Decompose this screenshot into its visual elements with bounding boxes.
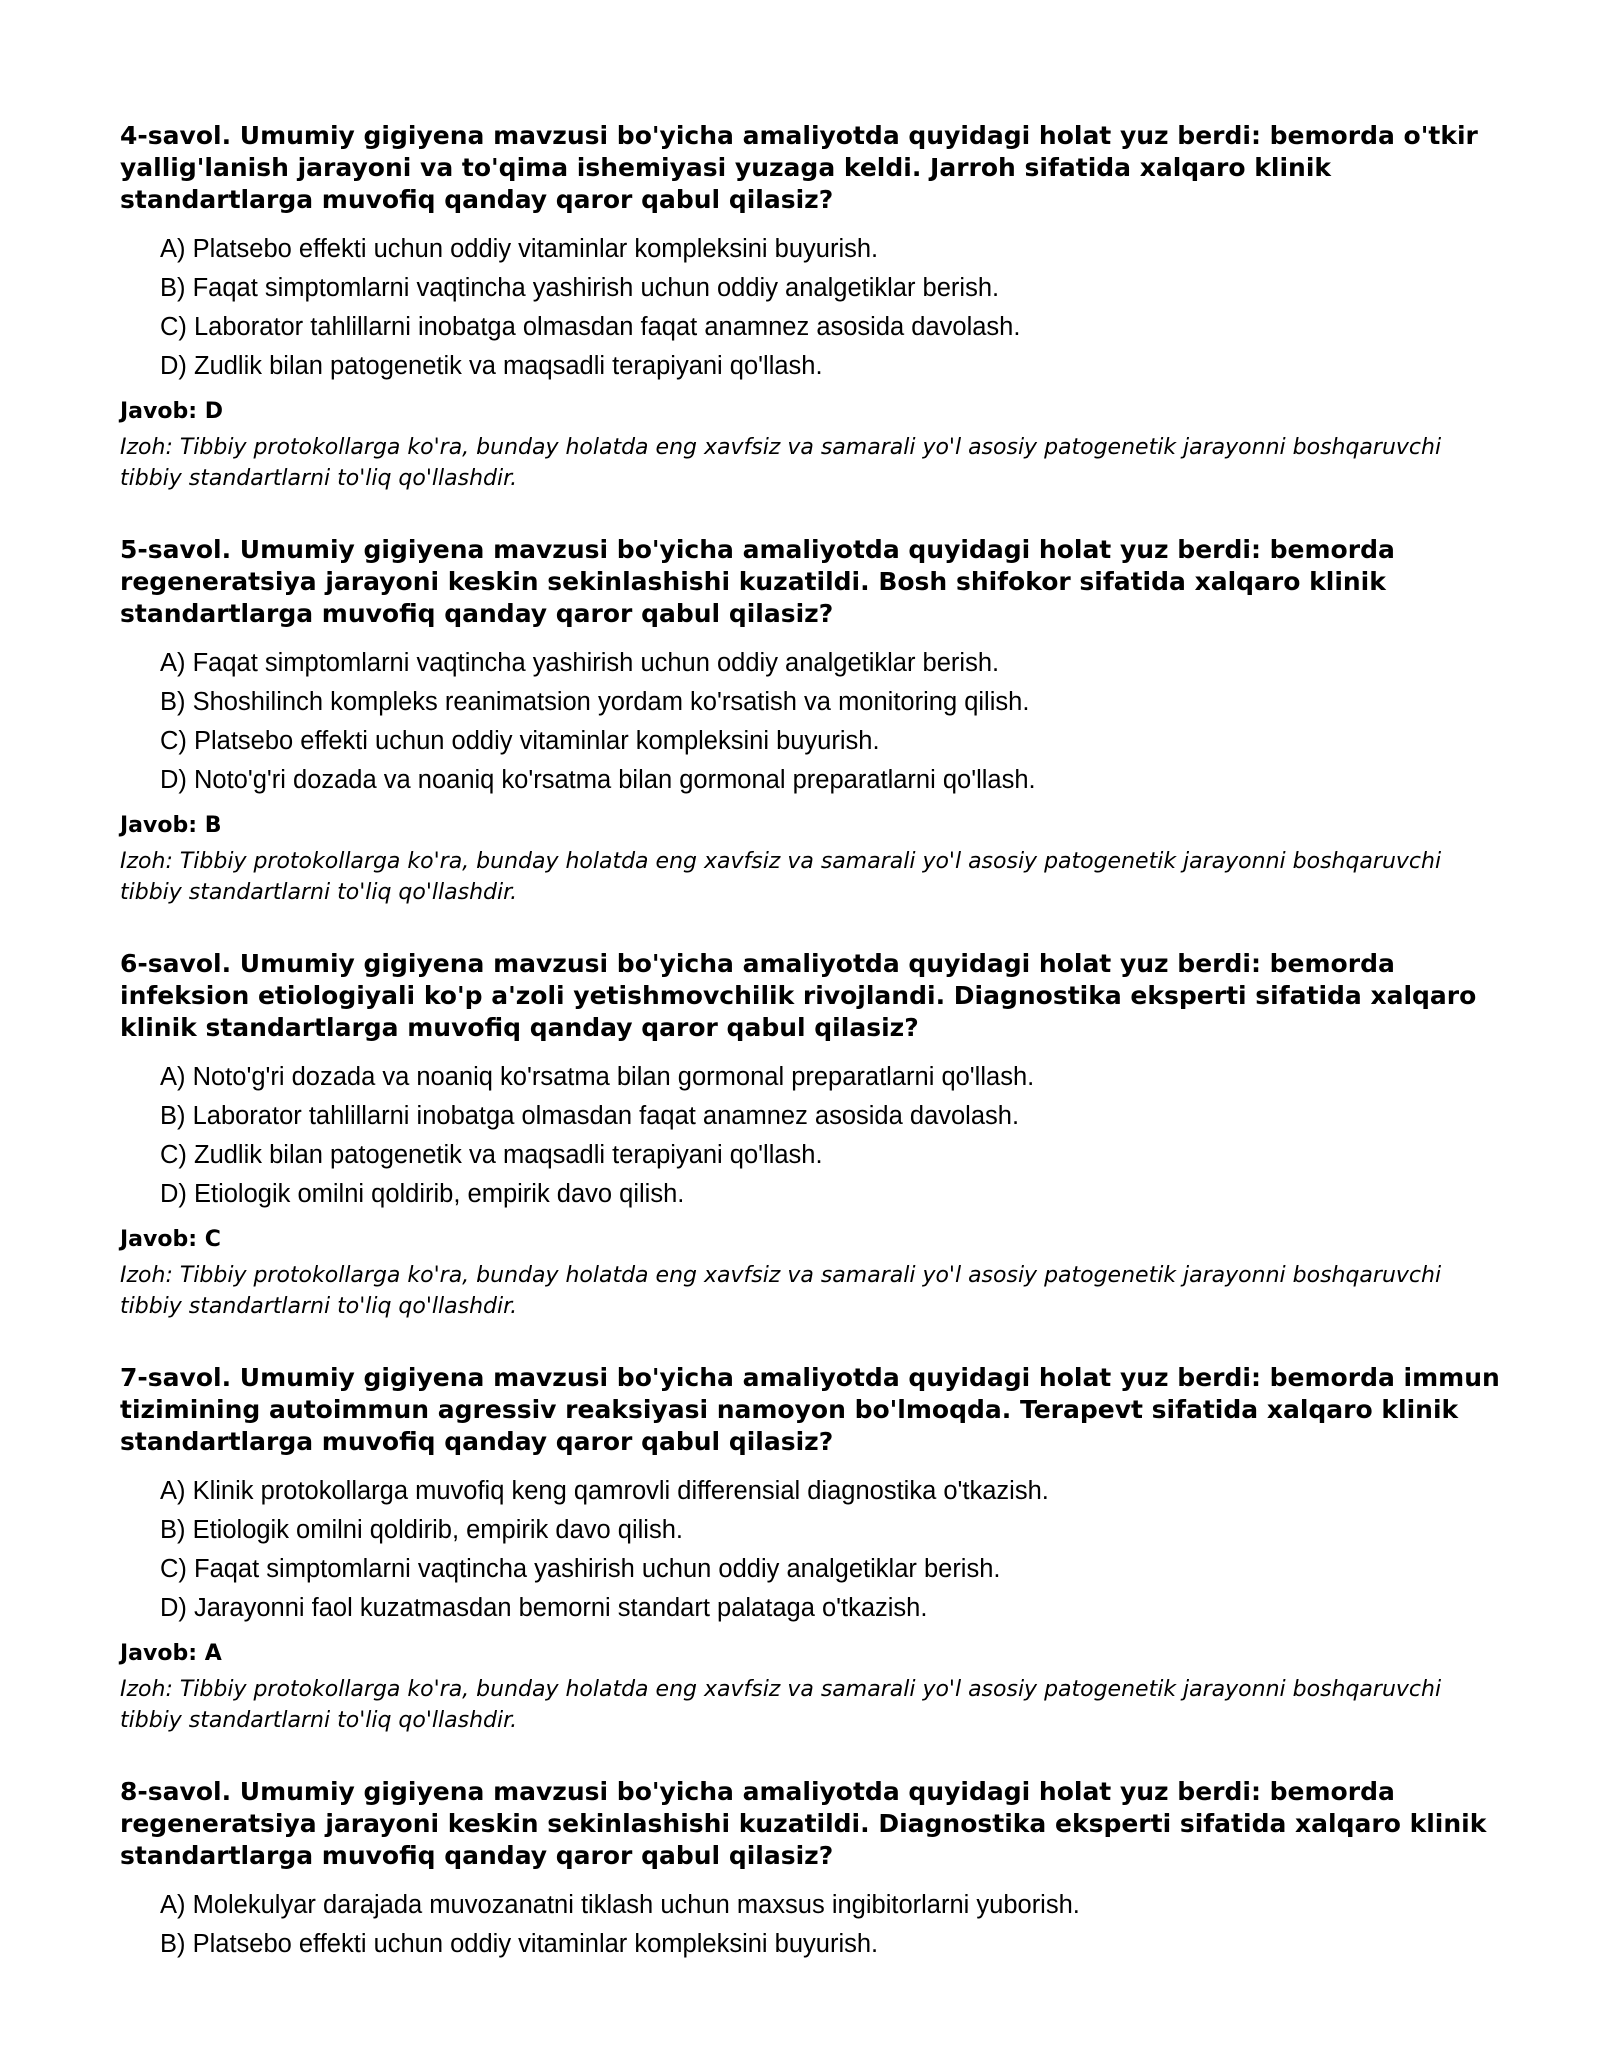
option-list: [120, 644, 1500, 800]
option-b: B) Laborator tahlillarni inobatga olmasdan faqat anamnez asosida davolash.: [160, 1102, 1020, 1130]
question-text: 5-savol. Umumiy gigiyena mavzusi bo'yicha amaliyotda quyidagi holat yuz berdi: bemorda regeneratsiya jarayoni keskin sekinlashishi kuzatildi. Bosh shifokor sifatida xalqaro klinik standartlarga muvofiq qanday qaror qabul qilasiz?: [120, 535, 1395, 628]
option-b: B) Shoshilinch kompleks reanimatsion yordam ko'rsatish va monitoring qilish.: [160, 688, 1030, 716]
option-a: A) Faqat simptomlarni vaqtincha yashirish uchun oddiy analgetiklar berish.: [160, 649, 1000, 677]
question-text: 4-savol. Umumiy gigiyena mavzusi bo'yicha amaliyotda quyidagi holat yuz berdi: bemorda o'tkir yallig'lanish jarayoni va to'qima ishemiyasi yuzaga keldi. Jarroh sifatida xalqaro klinik standartlarga muvofiq qanday qaror qabul qilasiz?: [120, 121, 1478, 214]
answer-line: Javob: D: [120, 399, 223, 424]
document-page: [120, 120, 1500, 2004]
option-d: D) Jarayonni faol kuzatmasdan bemorni standart palataga o'tkazish.: [160, 1594, 928, 1622]
explanation-text: Izoh: Tibbiy protokollarga ko'ra, bunday holatda eng xavfsiz va samarali yo'l asosiy patogenetik jarayonni boshqaruvchi tibbiy standartlarni to'liq qo'llashdir.: [120, 849, 1442, 905]
option-list: [120, 1886, 1500, 1964]
option-a: A) Molekulyar darajada muvozanatni tiklash uchun maxsus ingibitorlarni yuborish.: [160, 1891, 1080, 1919]
option-c: C) Faqat simptomlarni vaqtincha yashirish uchun oddiy analgetiklar berish.: [160, 1555, 1001, 1583]
option-list: [120, 230, 1500, 386]
question-block: [120, 1776, 1500, 1964]
question-block: [120, 534, 1500, 908]
question-text: 6-savol. Umumiy gigiyena mavzusi bo'yicha amaliyotda quyidagi holat yuz berdi: bemorda infeksion etiologiyali ko'p a'zoli yetishmovchilik rivojlandi. Diagnostika eksperti sifatida xalqaro klinik standartlarga muvofiq qanday qaror qabul qilasiz?: [120, 949, 1477, 1042]
explanation-text: Izoh: Tibbiy protokollarga ko'ra, bunday holatda eng xavfsiz va samarali yo'l asosiy patogenetik jarayonni boshqaruvchi tibbiy standartlarni to'liq qo'llashdir.: [120, 1263, 1442, 1319]
option-b: B) Platsebo effekti uchun oddiy vitaminlar kompleksini buyurish.: [160, 1930, 879, 1958]
option-c: C) Zudlik bilan patogenetik va maqsadli terapiyani qo'llash.: [160, 1141, 823, 1169]
question-block: [120, 948, 1500, 1322]
question-text: 7-savol. Umumiy gigiyena mavzusi bo'yicha amaliyotda quyidagi holat yuz berdi: bemorda immun tizimining autoimmun agressiv reaksiyasi namoyon bo'lmoqda. Terapevt sifatida xalqaro klinik standartlarga muvofiq qanday qaror qabul qilasiz?: [120, 1363, 1500, 1456]
option-a: A) Noto'g'ri dozada va noaniq ko'rsatma bilan gormonal preparatlarni qo'llash.: [160, 1063, 1035, 1091]
option-c: C) Laborator tahlillarni inobatga olmasdan faqat anamnez asosida davolash.: [160, 313, 1021, 341]
option-b: B) Faqat simptomlarni vaqtincha yashirish uchun oddiy analgetiklar berish.: [160, 274, 1000, 302]
explanation-text: Izoh: Tibbiy protokollarga ko'ra, bunday holatda eng xavfsiz va samarali yo'l asosiy patogenetik jarayonni boshqaruvchi tibbiy standartlarni to'liq qo'llashdir.: [120, 435, 1442, 491]
explanation-text: Izoh: Tibbiy protokollarga ko'ra, bunday holatda eng xavfsiz va samarali yo'l asosiy patogenetik jarayonni boshqaruvchi tibbiy standartlarni to'liq qo'llashdir.: [120, 1677, 1442, 1733]
option-d: D) Noto'g'ri dozada va noaniq ko'rsatma bilan gormonal preparatlarni qo'llash.: [160, 766, 1036, 794]
option-list: [120, 1058, 1500, 1214]
option-d: D) Zudlik bilan patogenetik va maqsadli terapiyani qo'llash.: [160, 352, 823, 380]
option-b: B) Etiologik omilni qoldirib, empirik davo qilish.: [160, 1516, 683, 1544]
answer-line: Javob: A: [120, 1641, 222, 1666]
option-list: [120, 1472, 1500, 1628]
answer-line: Javob: B: [120, 813, 222, 838]
question-block: [120, 1362, 1500, 1736]
question-block: [120, 120, 1500, 494]
question-text: 8-savol. Umumiy gigiyena mavzusi bo'yicha amaliyotda quyidagi holat yuz berdi: bemorda regeneratsiya jarayoni keskin sekinlashishi kuzatildi. Diagnostika eksperti sifatida xalqaro klinik standartlarga muvofiq qanday qaror qabul qilasiz?: [120, 1777, 1487, 1870]
option-d: D) Etiologik omilni qoldirib, empirik davo qilish.: [160, 1180, 685, 1208]
answer-line: Javob: C: [120, 1227, 221, 1252]
option-a: A) Klinik protokollarga muvofiq keng qamrovli differensial diagnostika o'tkazish.: [160, 1477, 1049, 1505]
option-a: A) Platsebo effekti uchun oddiy vitaminlar kompleksini buyurish.: [160, 235, 879, 263]
option-c: C) Platsebo effekti uchun oddiy vitaminlar kompleksini buyurish.: [160, 727, 880, 755]
